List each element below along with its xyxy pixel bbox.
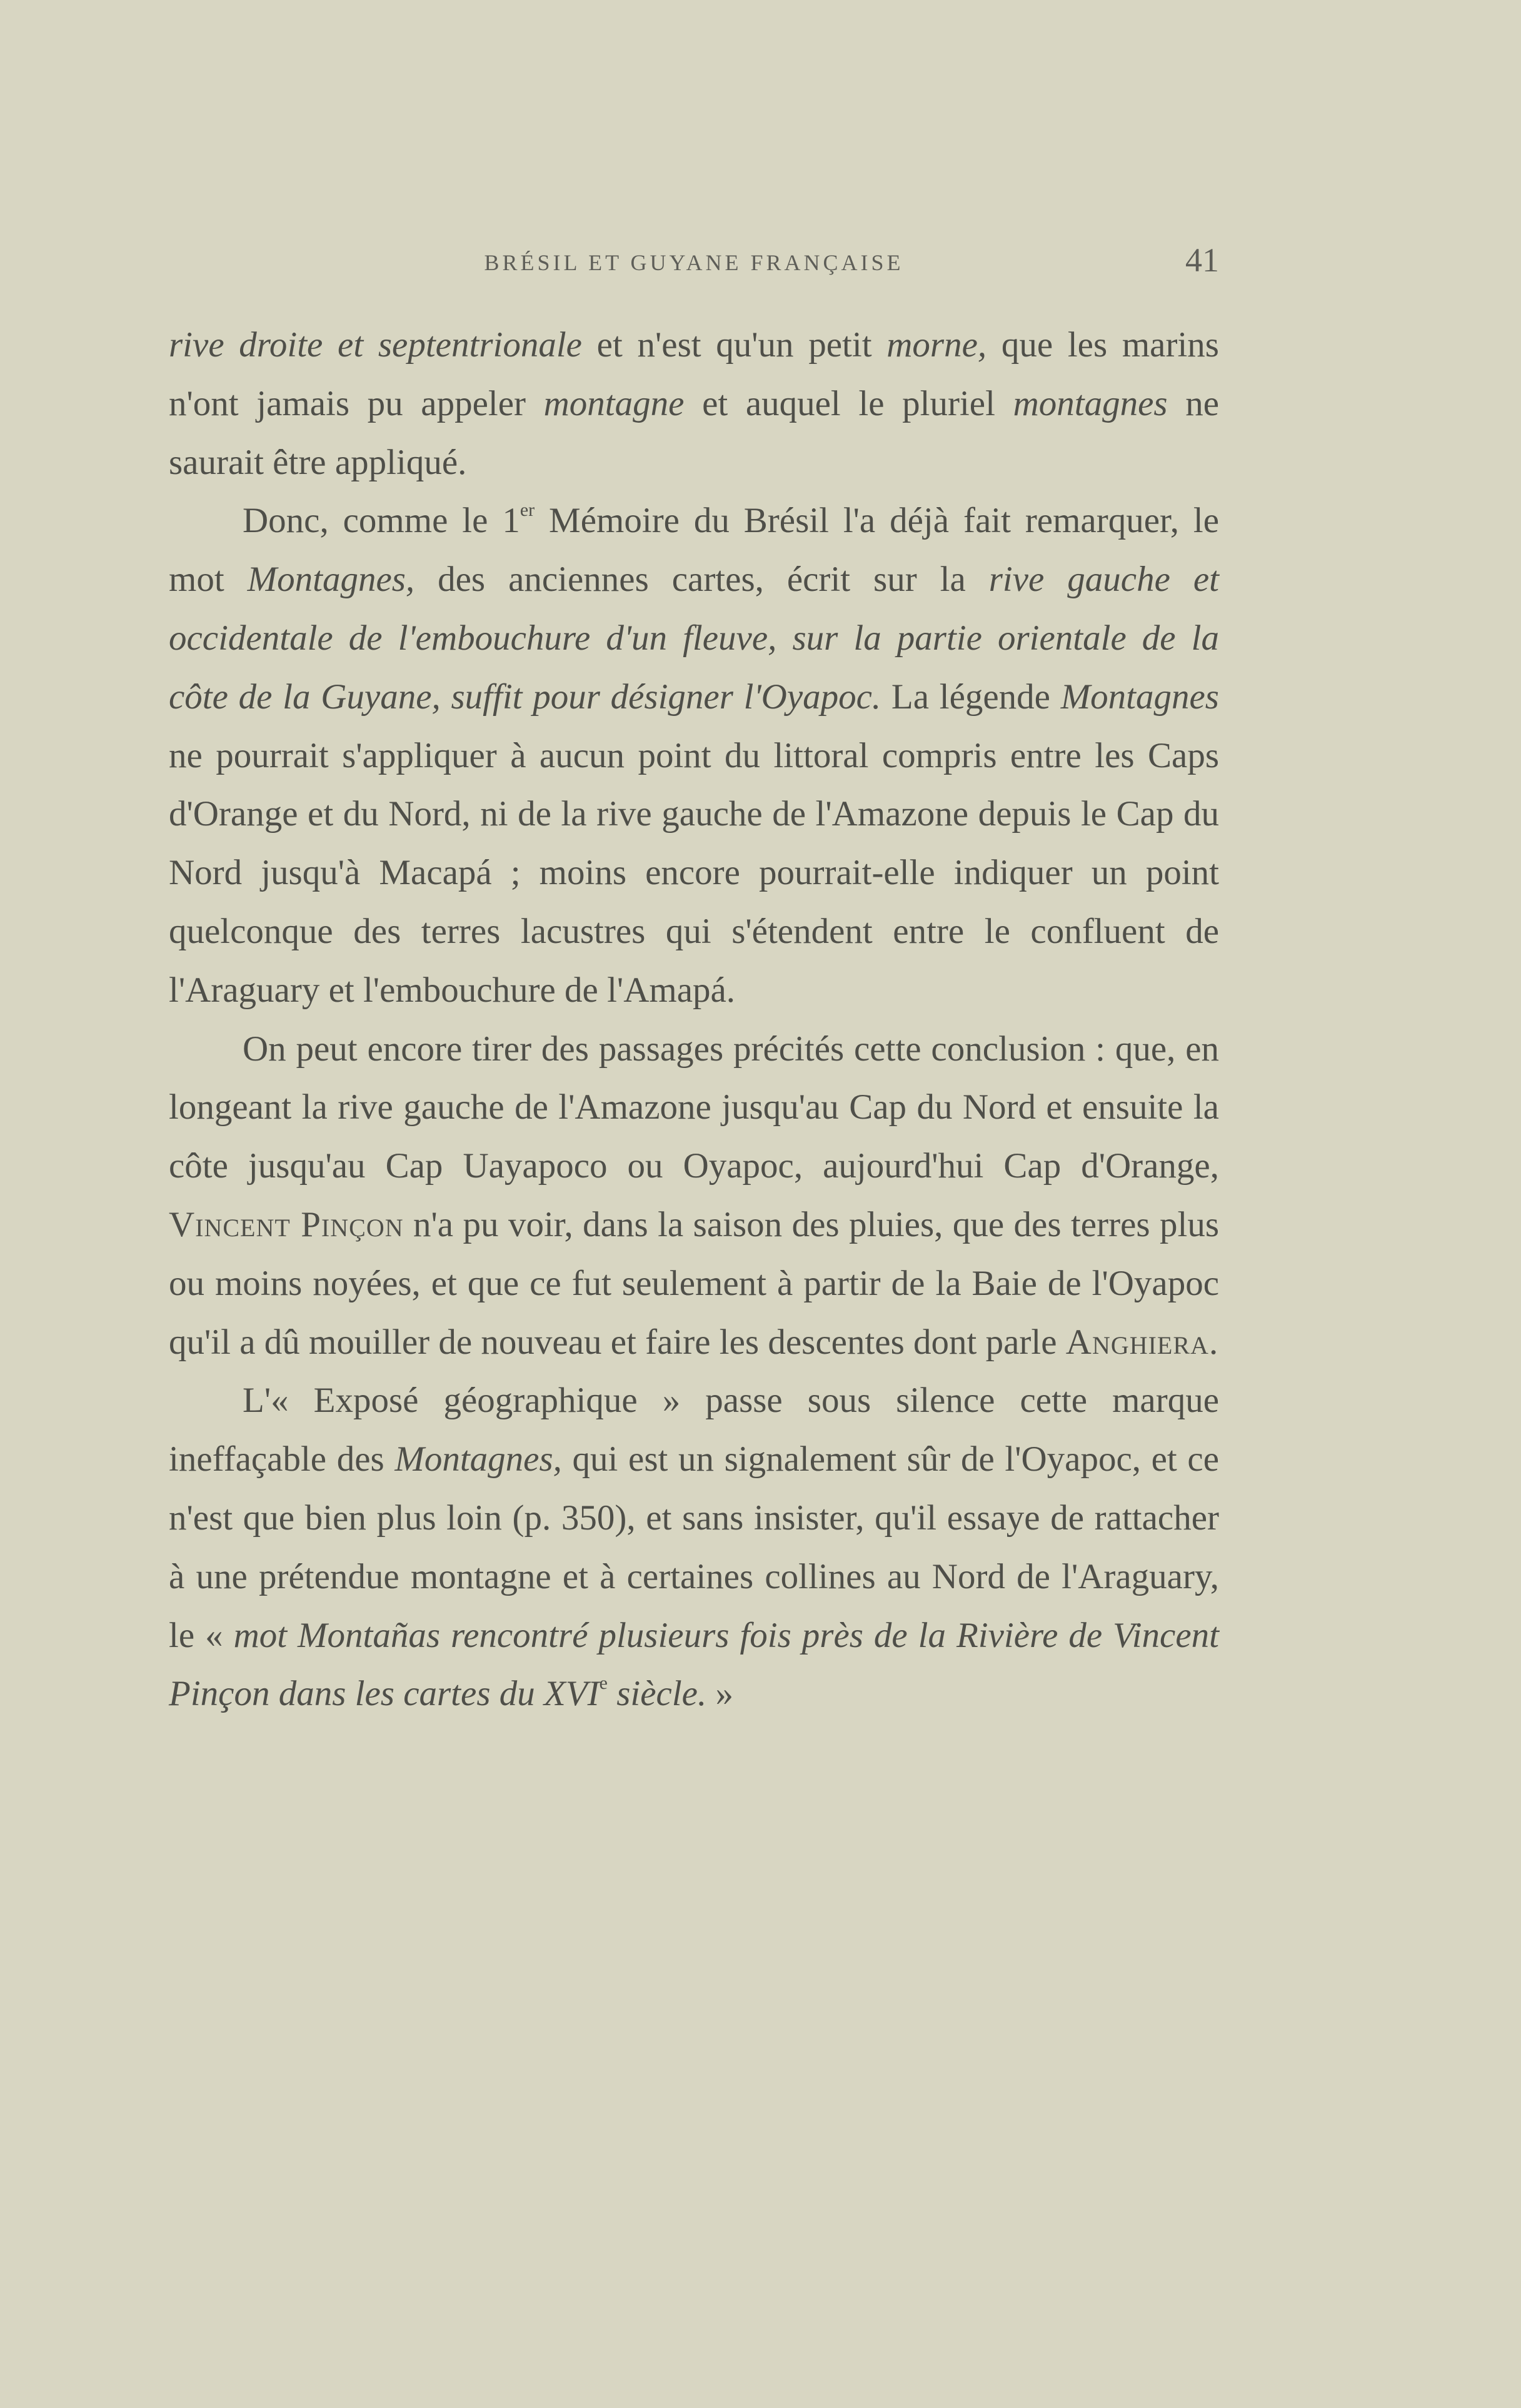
italic-phrase: morne, — [886, 325, 987, 365]
text-run: ne pourrait s'appliquer à aucun point du littoral compris entre les Caps d'Orange et du Nord, ni de la rive gauche de l'Amazone depuis le Cap du Nord jusqu'à Macapá ; moins encore pourrait-elle indiquer un point quelconque des terres lacustres qui s'étendent entre le confluent de l'Araguary et l'embouchure de l'Amapá. — [169, 735, 1219, 1010]
paragraph-1 — [169, 316, 1219, 491]
text-run: des anciennes cartes, écrit sur la — [414, 560, 989, 600]
text-run: ne saurait être appliqué. — [169, 383, 1219, 482]
text-run: n'a pu voir, dans la saison des pluies, que des terres plus ou moins noyées, et que ce fut seulement à partir de la Baie de l'Oyapoc qu'il a dû mouiller de nouveau et faire les descentes dont parle — [169, 1204, 1219, 1362]
running-title: BRÉSIL ET GUYANE FRANÇAISE — [484, 250, 904, 275]
text-run: L'« Exposé géographique » passe sous silence cette marque ineffaçable des — [169, 1381, 1219, 1479]
text-run: Donc, comme le 1 — [243, 501, 520, 541]
text-run: . — [1208, 1322, 1218, 1362]
italic-phrase: rive gauche et occidentale de l'embouchure d'un fleuve, sur la partie orientale de la côte de la Guyane, suffit pour désigner l'Oyapoc. — [169, 560, 1219, 717]
paragraph-4 — [169, 1371, 1219, 1723]
paragraph-3 — [169, 1020, 1219, 1372]
page-number: 41 — [1185, 241, 1219, 279]
italic-phrase: mot Montañas rencontré plusieurs fois près de la Rivière de Vincent Pinçon dans les cartes du XVI — [169, 1615, 1219, 1714]
italic-phrase: Montagnes, — [394, 1439, 562, 1479]
text-run: et auquel le pluriel — [684, 383, 1013, 423]
italic-phrase: montagne — [543, 383, 685, 423]
superscript: er — [520, 500, 535, 521]
italic-phrase: rive droite et septentrionale — [169, 325, 582, 365]
small-caps-name: Vincent Pinçon — [169, 1204, 404, 1244]
paragraph-2 — [169, 491, 1219, 1019]
text-run: » — [706, 1674, 733, 1714]
body-text — [169, 316, 1219, 1723]
small-caps-name: Anghiera — [1065, 1322, 1209, 1362]
italic-phrase: siècle. — [607, 1674, 707, 1714]
superscript: e — [599, 1673, 608, 1694]
text-run: et n'est qu'un petit — [581, 325, 887, 365]
text-run: On peut encore tirer des passages précités cette conclusion : que, en longeant la rive gauche de l'Amazone jusqu'au Cap du Nord et ensuite la côte jusqu'au Cap Uayapoco ou Oyapoc, aujourd'hui Cap d'Orange, — [169, 1029, 1219, 1186]
italic-phrase: Montagnes, — [247, 560, 415, 600]
text-run: qui est un signalement sûr de l'Oyapoc, et ce n'est que bien plus loin (p. 350), et sans insister, qu'il essaye de rattacher à une prétendue montagne et à certaines collines au Nord de l'Araguary, le « — [169, 1439, 1219, 1655]
text-run: Mémoire du Brésil l'a déjà fait remarquer, le mot — [169, 501, 1219, 600]
text-run: La légende — [881, 677, 1061, 717]
page-header — [169, 241, 1219, 297]
italic-phrase: montagnes — [1013, 383, 1168, 423]
text-run: que les marins n'ont jamais pu appeler — [169, 325, 1219, 423]
italic-phrase: Montagnes — [1060, 677, 1219, 717]
